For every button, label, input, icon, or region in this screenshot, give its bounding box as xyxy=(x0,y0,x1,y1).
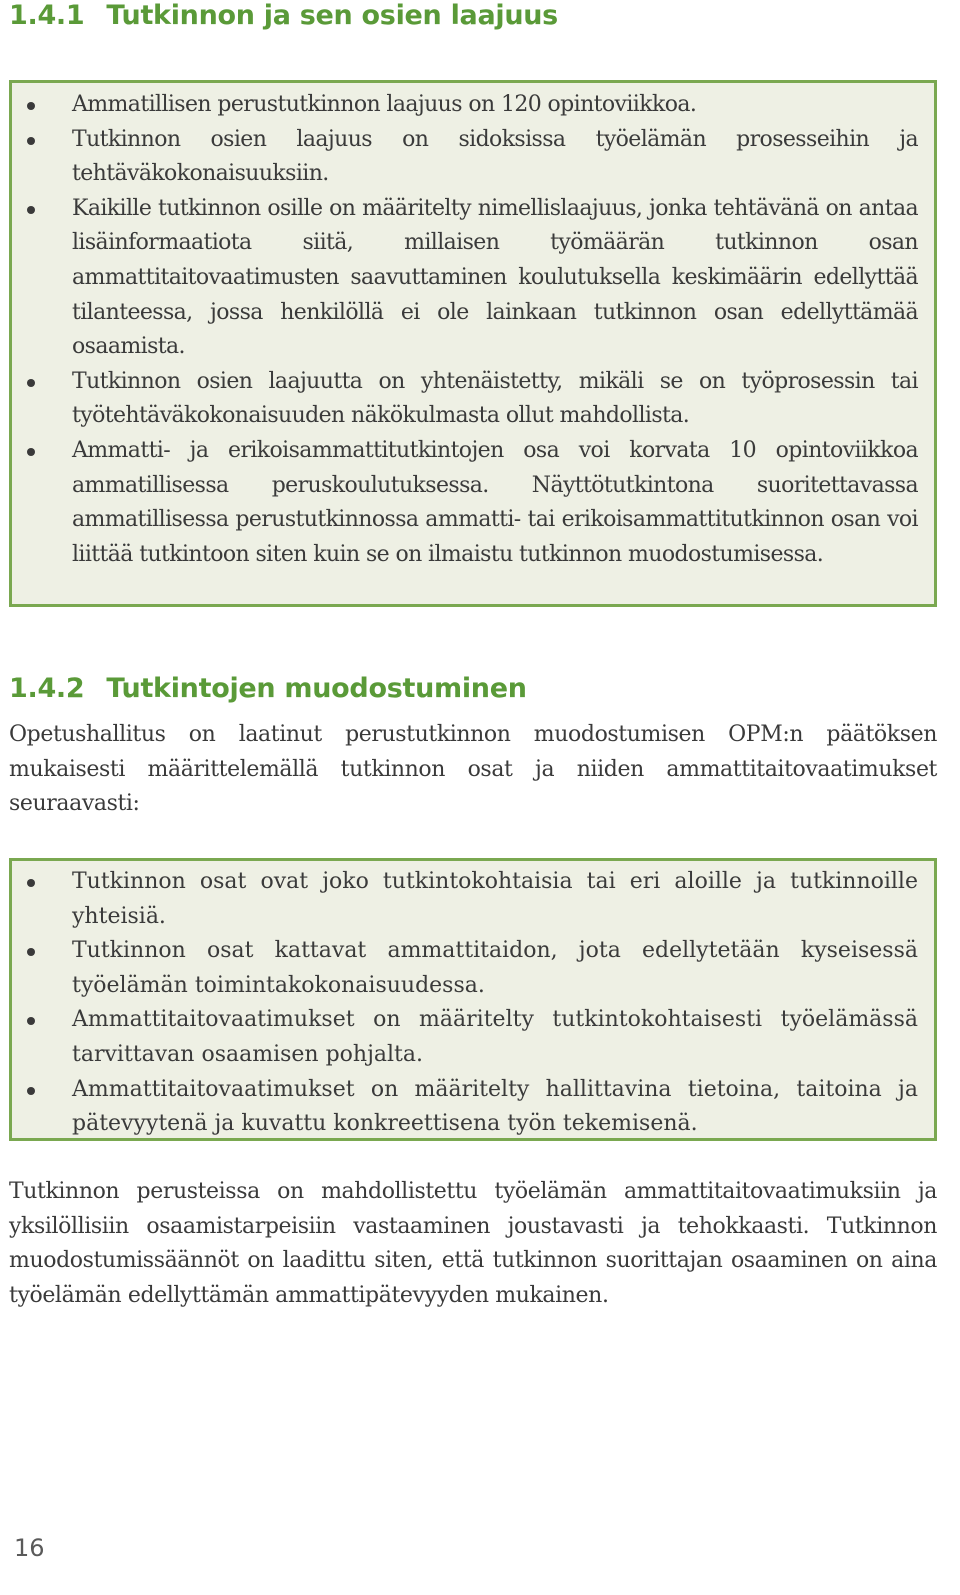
list-item: Tutkinnon osien laajuutta on yhtenäistetty, mikäli se on työprosessin tai työtehtäväkokonaisuuden näkökulmasta ollut mahdollista. xyxy=(12,365,934,434)
page-number: 16 xyxy=(14,1534,45,1562)
section-number: 1.4.1 xyxy=(9,0,85,31)
section-title: Tutkintojen muodostuminen xyxy=(106,673,527,704)
section-heading-1-4-1 xyxy=(9,0,558,31)
highlight-box-formation xyxy=(9,858,937,1141)
list-item: Ammatillisen perustutkinnon laajuus on 120 opintoviikkoa. xyxy=(12,88,934,123)
closing-paragraph: Tutkinnon perusteissa on mahdollistettu työelämän ammattitaitovaatimuksiin ja yksilöllisiin osaamistarpeisiin vastaaminen joustavasti ja tehokkaasti. Tutkinnon muodostumissäännöt on laadittu siten, että tutkinnon suorittajan osaaminen on aina työelämän edellyttämän ammattipätevyyden mukainen. xyxy=(9,1179,937,1308)
bullet-list-scope xyxy=(12,88,934,572)
intro-paragraph: Opetushallitus on laatinut perustutkinnon muodostumisen OPM:n päätöksen mukaisesti määrittelemällä tutkinnon osat ja niiden ammattitaitovaatimukset seuraavasti: xyxy=(9,722,937,817)
section-heading-1-4-2 xyxy=(9,673,527,704)
list-item: Tutkinnon osat ovat joko tutkintokohtaisia tai eri aloille ja tutkinnoille yhteisiä. xyxy=(12,865,934,934)
section-number: 1.4.2 xyxy=(9,673,85,704)
highlight-box-scope xyxy=(9,80,937,607)
list-item: Ammattitaitovaatimukset on määritelty hallittavina tietoina, taitoina ja pätevyytenä ja kuvattu konkreettisena työn tekemisenä. xyxy=(12,1073,934,1142)
section-title: Tutkinnon ja sen osien laajuus xyxy=(106,0,558,31)
list-item: Kaikille tutkinnon osille on määritelty nimellislaajuus, jonka tehtävänä on antaa lisäinformaatiota siitä, millaisen työmäärän tutkinnon osan ammattitaitovaatimusten saavuttaminen koulutuksella keskimäärin edellyttää tilanteessa, jossa henkilöllä ei ole lainkaan tutkinnon osan edellyttämää osaamista. xyxy=(12,192,934,365)
bullet-list-formation xyxy=(12,865,934,1142)
list-item: Tutkinnon osat kattavat ammattitaidon, jota edellytetään kyseisessä työelämän toimintakokonaisuudessa. xyxy=(12,934,934,1003)
list-item: Ammattitaitovaatimukset on määritelty tutkintokohtaisesti työelämässä tarvittavan osaamisen pohjalta. xyxy=(12,1003,934,1072)
list-item: Ammatti- ja erikoisammattitutkintojen osa voi korvata 10 opintoviikkoa ammatillisessa peruskoulutuksessa. Näyttötutkintona suoritettavassa ammatillisessa perustutkinnossa ammatti- tai erikoisammattitutkinnon osan voi liittää tutkintoon siten kuin se on ilmaistu tutkinnon muodostumisessa. xyxy=(12,434,934,572)
list-item: Tutkinnon osien laajuus on sidoksissa työelämän prosesseihin ja tehtäväkokonaisuuksiin. xyxy=(12,123,934,192)
